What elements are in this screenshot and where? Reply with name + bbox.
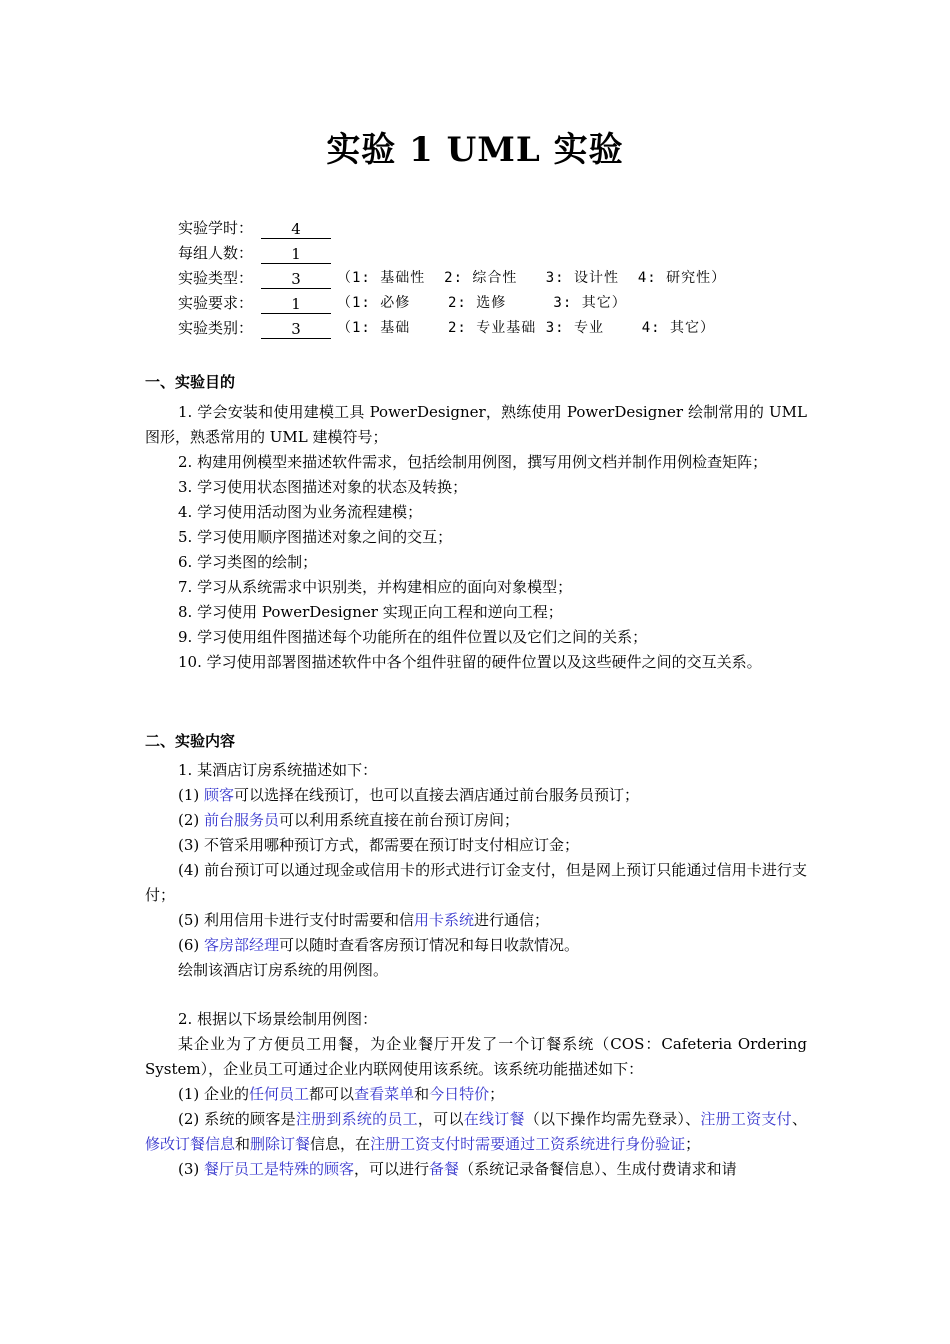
highlighted-term: 注册工资支付时需要通过工资系统进行身份验证: [370, 1135, 686, 1153]
info-value: 4: [261, 220, 331, 239]
question-item: [145, 908, 807, 933]
objective-item: 6. 学习类图的绘制；: [178, 553, 318, 571]
highlighted-term: 注册工资支付: [700, 1110, 792, 1128]
question-intro: 2. 根据以下场景绘制用例图：: [178, 1010, 378, 1028]
text-segment: （系统记录备餐信息）、生成付费请求和请: [459, 1160, 737, 1178]
question-intro: 1. 某酒店订房系统描述如下：: [178, 761, 378, 779]
objective-item: 7. 学习从系统需求中识别类，并构建相应的面向对象模型；: [178, 578, 573, 596]
info-label: 实验要求：: [178, 294, 254, 312]
section-heading-objectives: 一、实验目的: [145, 373, 236, 391]
question-item: [145, 783, 807, 808]
section-heading-content: 二、实验内容: [145, 732, 236, 750]
info-value: 3: [261, 270, 331, 289]
text-segment: 可以利用系统直接在前台预订房间；: [279, 811, 520, 829]
highlighted-term: 客房部经理: [204, 936, 280, 954]
info-row: [178, 241, 726, 266]
text-segment: 、: [791, 1110, 807, 1128]
highlighted-term: 顾客: [204, 786, 235, 804]
text-segment: (6): [178, 936, 205, 954]
highlighted-term: 查看菜单: [354, 1085, 415, 1103]
question-item: [145, 833, 807, 858]
info-row: [178, 316, 726, 341]
text-segment: 可以选择在线预订，也可以直接去酒店通过前台服务员预订；: [234, 786, 640, 804]
text-segment: (1) 企业的: [178, 1085, 250, 1103]
objective-item: 3. 学习使用状态图描述对象的状态及转换；: [178, 478, 468, 496]
text-segment: 绘制该酒店订房系统的用例图。: [178, 961, 389, 979]
objective-item: 1. 学会安装和使用建模工具 PowerDesigner，熟练使用 PowerDesigner 绘制常用的 UML 图形，熟悉常用的 UML 建模符号；: [145, 403, 807, 446]
objective-item: 2. 构建用例模型来描述软件需求，包括绘制用例图，撰写用例文档并制作用例检查矩阵；: [178, 453, 768, 471]
info-row: [178, 291, 726, 316]
text-segment: 都可以: [309, 1085, 355, 1103]
highlighted-term: 前台服务员: [204, 811, 280, 829]
objective-item: 4. 学习使用活动图为业务流程建模；: [178, 503, 423, 521]
objective-item: 10. 学习使用部署图描述软件中各个组件驻留的硬件位置以及这些硬件之间的交互关系。: [178, 653, 762, 671]
text-segment: ；: [489, 1085, 505, 1103]
text-segment: ，可以进行: [354, 1160, 430, 1178]
info-label: 实验类型：: [178, 269, 254, 287]
text-segment: 某企业为了方便员工用餐，为企业餐厅开发了一个订餐系统（COS：Cafeteria Ordering System），企业员工可通过企业内联网使用该系统。该系统功能描述如下：: [145, 1035, 807, 1078]
objective-item: 5. 学习使用顺序图描述对象之间的交互；: [178, 528, 453, 546]
text-segment: 可以随时查看客房预订情况和每日收款情况。: [279, 936, 580, 954]
info-label: 每组人数：: [178, 244, 254, 262]
text-segment: （以下操作均需先登录）、: [524, 1110, 701, 1128]
objective-item: 9. 学习使用组件图描述每个功能所在的组件位置以及它们之间的关系；: [178, 628, 648, 646]
text-segment: 和: [235, 1135, 251, 1153]
question-item: [145, 1157, 807, 1182]
question-item: [145, 1032, 807, 1082]
question-item: [145, 808, 807, 833]
text-segment: (3): [178, 1160, 205, 1178]
highlighted-term: 餐厅员工是特殊的顾客: [204, 1160, 355, 1178]
text-segment: (4) 前台预订可以通过现金或信用卡的形式进行订金支付，但是网上预订只能通过信用卡进行支付；: [145, 861, 807, 904]
question-item: [145, 933, 807, 958]
question-item: [145, 958, 807, 983]
info-row: [178, 266, 726, 291]
question-item: [145, 1082, 807, 1107]
highlighted-term: 修改订餐信息: [145, 1135, 236, 1153]
text-segment: 信息，在: [310, 1135, 371, 1153]
content-question-1: [145, 758, 807, 983]
question-item: [145, 1107, 807, 1157]
highlighted-term: 任何员工: [249, 1085, 310, 1103]
text-segment: 和: [414, 1085, 430, 1103]
text-segment: (2) 系统的顾客是: [178, 1110, 296, 1128]
text-segment: (1): [178, 786, 205, 804]
text-segment: ，可以: [417, 1110, 464, 1128]
experiment-info: [178, 216, 726, 341]
text-segment: (3) 不管采用哪种预订方式，都需要在预订时支付相应订金；: [178, 836, 580, 854]
info-value: 1: [261, 295, 331, 314]
objectives-list: [145, 400, 807, 675]
highlighted-term: 删除订餐: [250, 1135, 311, 1153]
highlighted-term: 注册到系统的员工: [295, 1110, 418, 1128]
text-segment: 进行通信；: [474, 911, 550, 929]
info-options: （1: 基础性 2: 综合性 3: 设计性 4: 研究性）: [337, 270, 727, 286]
text-segment: ；: [685, 1135, 701, 1153]
highlighted-term: 在线订餐: [463, 1110, 525, 1128]
info-value: 3: [261, 320, 331, 339]
text-segment: (5) 利用信用卡进行支付时需要和信: [178, 911, 415, 929]
info-label: 实验类别：: [178, 319, 254, 337]
info-options: （1: 基础 2: 专业基础 3: 专业 4: 其它）: [337, 320, 716, 336]
content-question-2: [145, 1007, 807, 1182]
info-row: [178, 216, 726, 241]
info-label: 实验学时：: [178, 219, 254, 237]
highlighted-term: 用卡系统: [414, 911, 475, 929]
question-item: [145, 858, 807, 908]
info-value: 1: [261, 245, 331, 264]
info-options: （1: 必修 2: 选修 3: 其它）: [337, 295, 627, 311]
highlighted-term: 备餐: [429, 1160, 460, 1178]
page-title: 实验 1 UML 实验: [326, 130, 624, 170]
text-segment: (2): [178, 811, 205, 829]
objective-item: 8. 学习使用 PowerDesigner 实现正向工程和逆向工程；: [178, 603, 563, 621]
highlighted-term: 今日特价: [429, 1085, 490, 1103]
